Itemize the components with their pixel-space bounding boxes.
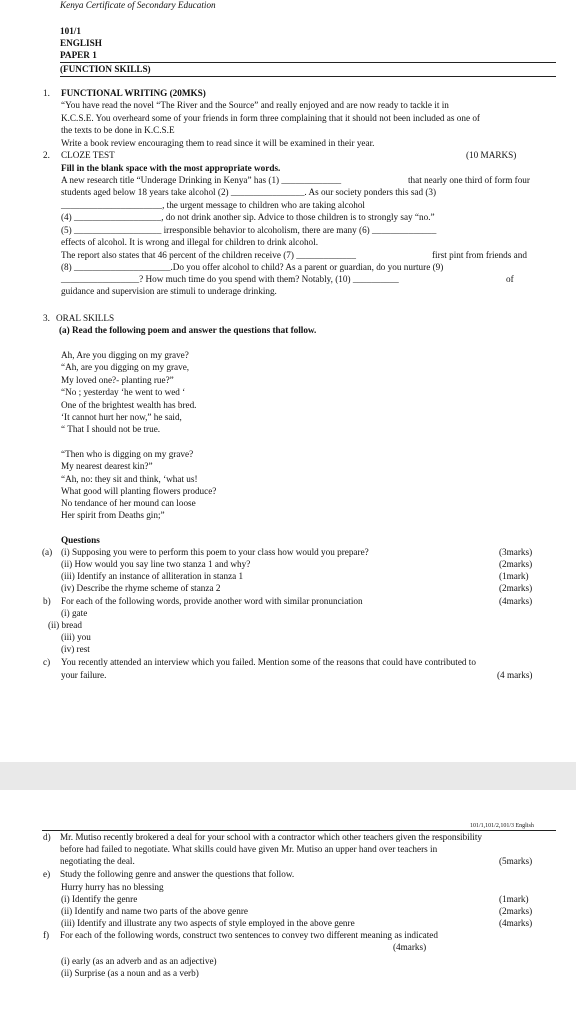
poem-line: “Ah, are you digging on my grave,: [61, 362, 190, 372]
cloze-line-end: that nearly one third of form four: [408, 175, 530, 185]
question-text: For each of the following words, provide another word with similar pronunciation: [61, 596, 363, 606]
question-label: e): [43, 869, 51, 879]
question-marks: (4marks): [393, 942, 427, 952]
cloze-line: _________________? How much time do you spend with them? Notably, (10) __________: [61, 274, 399, 284]
paper-type: (FUNCTION SKILLS): [60, 64, 151, 74]
q1-line: K.C.S.E. You overheard some of your friends in form three complaining that it should not been included as one of: [61, 113, 480, 123]
question-marks: (2marks): [499, 583, 533, 593]
question-marks: (4marks): [499, 596, 533, 606]
poem-line: No tendance of her mound can loose: [61, 498, 196, 508]
cloze-line: The report also states that 46 percent of the children receive (7) _____________: [61, 250, 356, 260]
cloze-line: (4) ___________________, do not drink another sip. Advice to those children is to strongly say “no.”: [61, 212, 435, 222]
question-marks: (4marks): [499, 918, 533, 928]
cloze-line-end: first pint from friends and: [432, 250, 527, 260]
q1-line: “You have read the novel “The River and the Source” and really enjoyed and are now ready to tackle it in: [61, 100, 449, 110]
sub-question: (ii) Identify and name two parts of the above genre: [61, 906, 248, 916]
page2-rule: [42, 830, 556, 831]
cloze-line: (8) _____________________.Do you offer alcohol to child? As a parent or guardian, do you nurture (9): [61, 262, 444, 272]
question-text: (ii) How would you say line two stanza 1 and why?: [61, 559, 251, 569]
word-item: (iii) you: [61, 632, 91, 642]
question-marks: (2marks): [499, 906, 533, 916]
question-text: Mr. Mutiso recently brokered a deal for your school with a contractor which other teachers given the responsibility: [60, 832, 482, 842]
q1-line: the texts to be done in K.C.S.E: [61, 125, 175, 135]
cloze-line-end: of: [506, 274, 514, 284]
page-footer-code: 101/1,101/2,101/3 English: [470, 823, 534, 829]
paper-code: 101/1: [60, 26, 81, 36]
q2-instruction: Fill in the blank space with the most appropriate words.: [61, 163, 281, 173]
poem-line: “Ah, no: they sit and think, ‘what us!: [61, 474, 198, 484]
poem-line: “No ; yesterday ‘he went to wed ‘: [61, 387, 186, 397]
questions-heading: Questions: [61, 535, 100, 545]
paper-number: PAPER 1: [60, 50, 97, 60]
cloze-line: students aged below 18 years take alcohol (2) ________________. As our society ponders this sad (3): [61, 187, 437, 197]
exam-page-2: [0, 790, 576, 1024]
question-marks: (5marks): [499, 856, 533, 866]
poem-line: My loved one?- planting rue?”: [61, 375, 174, 385]
q2-marks: (10 MARKS): [466, 150, 517, 160]
question-text: negotiating the deal.: [60, 856, 135, 866]
question-text: (iv) Describe the rhyme scheme of stanza 2: [61, 583, 221, 593]
question-marks: (1mark): [499, 894, 529, 904]
question-text: Study the following genre and answer the questions that follow.: [60, 869, 295, 879]
question-label: (a): [42, 547, 53, 557]
subject: ENGLISH: [60, 38, 102, 48]
poem-line: Her spirit from Deaths gin;”: [61, 510, 165, 520]
question-label: d): [43, 832, 51, 842]
question-text: (iii) Identify an instance of alliteration in stanza 1: [61, 571, 244, 581]
question-marks: (3marks): [499, 547, 533, 557]
sub-question: (ii) Surprise (as a noun and as a verb): [61, 968, 199, 978]
q1-line: Write a book review encouraging them to read since it will be examined in their year.: [61, 138, 375, 148]
sub-question: (i) early (as an adverb and as an adjective): [61, 956, 217, 966]
question-marks: (4 marks): [497, 670, 533, 680]
q3-title: ORAL SKILLS: [56, 313, 115, 323]
question-text: your failure.: [61, 670, 107, 680]
question-label: b): [43, 596, 51, 606]
question-marks: (2marks): [499, 559, 533, 569]
sub-question: (i) Identify the genre: [61, 894, 138, 904]
word-item: (i) gate: [61, 608, 88, 618]
genre-text: Hurry hurry has no blessing: [61, 882, 164, 892]
word-item: (iv) rest: [61, 644, 90, 654]
question-label: c): [43, 657, 51, 667]
question-label: f): [43, 930, 50, 940]
q2-number: 2.: [43, 150, 50, 160]
cloze-line: effects of alcohol. It is wrong and illegal for children to drink alcohol.: [61, 237, 319, 247]
word-item: (ii) bread: [48, 620, 82, 630]
poem-line: What good will planting flowers produce?: [61, 486, 217, 496]
question-marks: (1mark): [499, 571, 529, 581]
sub-question: (iii) Identify and illustrate any two aspects of style employed in the above genre: [61, 918, 355, 928]
cloze-line: ______________________, the urgent message to children who are taking alcohol: [61, 200, 365, 210]
q2-title: CLOZE TEST: [61, 150, 115, 160]
question-text: before had failed to negotiate. What skills could have given Mr. Mutiso an upper hand over teachers in: [60, 844, 438, 854]
q1-title: FUNCTIONAL WRITING (20MKS): [61, 88, 206, 98]
q3-number: 3.: [43, 313, 50, 323]
poem-line: One of the brightest wealth has bred.: [61, 400, 197, 410]
cloze-line: A new research title “Underage Drinking in Kenya” has (1) _____________: [61, 175, 342, 185]
header-rule-top: [60, 62, 556, 63]
poem-line: “Then who is digging on my grave?: [61, 449, 194, 459]
certificate-title: Kenya Certificate of Secondary Education: [60, 0, 216, 10]
q1-number: 1.: [43, 88, 50, 98]
question-text: (i) Supposing you were to perform this poem to your class how would you prepare?: [61, 547, 369, 557]
header-rule-bottom: [60, 76, 556, 77]
cloze-line: (5) ___________________ irresponsible behavior to alcoholism, there are many (6) ______________: [61, 225, 437, 235]
cloze-line: guidance and supervision are stimuli to underage drinking.: [61, 286, 277, 296]
q3-instruction: (a) Read the following poem and answer the questions that follow.: [59, 325, 317, 335]
poem-line: ‘It cannot hurt her now,” he said,: [61, 412, 182, 422]
poem-line: My nearest dearest kin?”: [61, 461, 153, 471]
question-text: You recently attended an interview which you failed. Mention some of the reasons that could have contributed to: [61, 657, 476, 667]
question-text: For each of the following words, construct two sentences to convey two different meaning as indicated: [60, 930, 438, 940]
poem-line: Ah, Are you digging on my grave?: [61, 350, 189, 360]
poem-line: “ That I should not be true.: [61, 424, 161, 434]
